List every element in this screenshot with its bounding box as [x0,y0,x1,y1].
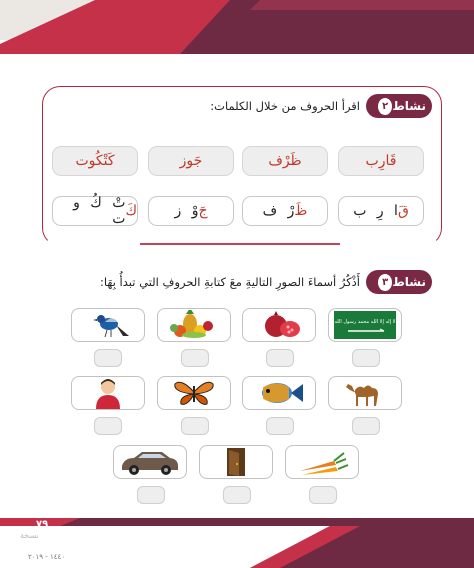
carrots-icon [294,447,350,477]
picture-card-carrots [285,445,359,479]
letters-rest: وْ ز [174,203,199,219]
fruits-icon [166,310,222,340]
letters-first-red: جَ [198,203,208,219]
boy-icon [88,377,128,409]
letters-first-red: كَ [125,203,137,219]
letters-box-4 [52,196,138,226]
picture-card-boy [71,376,145,410]
answer-box-fish[interactable] [266,417,294,435]
word-box-1: قَارِب [338,146,424,176]
bird-icon [83,310,133,340]
picture-card-fish [242,376,316,410]
pomegranate-icon [254,310,304,340]
word-box-4: كَتْكُوت [52,146,138,176]
picture-card-fruits [157,308,231,342]
fish-icon [251,378,307,408]
answer-box-butterfly[interactable] [181,417,209,435]
picture-card-car [113,445,187,479]
picture-card-camel [328,376,402,410]
answer-box-car[interactable] [137,486,165,504]
letters-rest: رْ ف [262,203,295,219]
answer-box-carrots[interactable] [309,486,337,504]
answer-box-bird[interactable] [94,349,122,367]
activity2-badge-number: ٣ [378,274,392,291]
letters-box-2 [242,196,328,226]
activity1-badge-label: نشاط [392,99,426,113]
section-divider [140,243,340,245]
picture-card-butterfly [157,376,231,410]
header-band [0,0,474,54]
activity1-badge [366,94,432,118]
letters-first-red: قَ [397,203,409,219]
word-box-3: جَوز [148,146,234,176]
flag-script: لا إله إلا الله محمد رسول الله [334,319,396,325]
answer-box-boy[interactable] [94,417,122,435]
activity1-badge-number: ٢ [378,98,392,115]
saudi-flag-icon [334,311,396,339]
picture-card-door [199,445,273,479]
word-box-2: ظَرْف [242,146,328,176]
picture-card-pomegranate [242,308,316,342]
page-number: ٧٩ [36,519,49,530]
activity2-badge-label: نشاط [392,275,426,289]
activity2-instruction: أَذْكُرُ أسماءَ الصورِ التاليةِ معَ كتابةِ الحروفِ التي تبدأُ بِهَا: [100,275,360,289]
car-icon [118,448,182,476]
letters-box-3 [148,196,234,226]
footer-band [0,518,474,568]
answer-box-fruits[interactable] [181,349,209,367]
answer-box-door[interactable] [223,486,251,504]
camel-icon [340,378,390,408]
picture-card-bird [71,308,145,342]
letters-rest: تْ كُ و ت [73,195,126,227]
butterfly-icon [169,378,219,408]
answer-box-camel[interactable] [352,417,380,435]
activity1-instruction: اقرأ الحروف من خلال الكلمات: [210,99,360,113]
activity2-badge [366,270,432,294]
footnote: ١٤٤٠ - ٢٠١٩ [28,553,66,561]
letters-first-red: ظَ [294,203,308,219]
picture-card-flag [328,308,402,342]
answer-box-pomegranate[interactable] [266,349,294,367]
letters-box-1 [338,196,424,226]
answer-box-flag[interactable] [352,349,380,367]
door-icon [221,446,251,478]
letters-rest: ا رِ ب [353,203,398,219]
watermark: نسخة [20,531,39,540]
